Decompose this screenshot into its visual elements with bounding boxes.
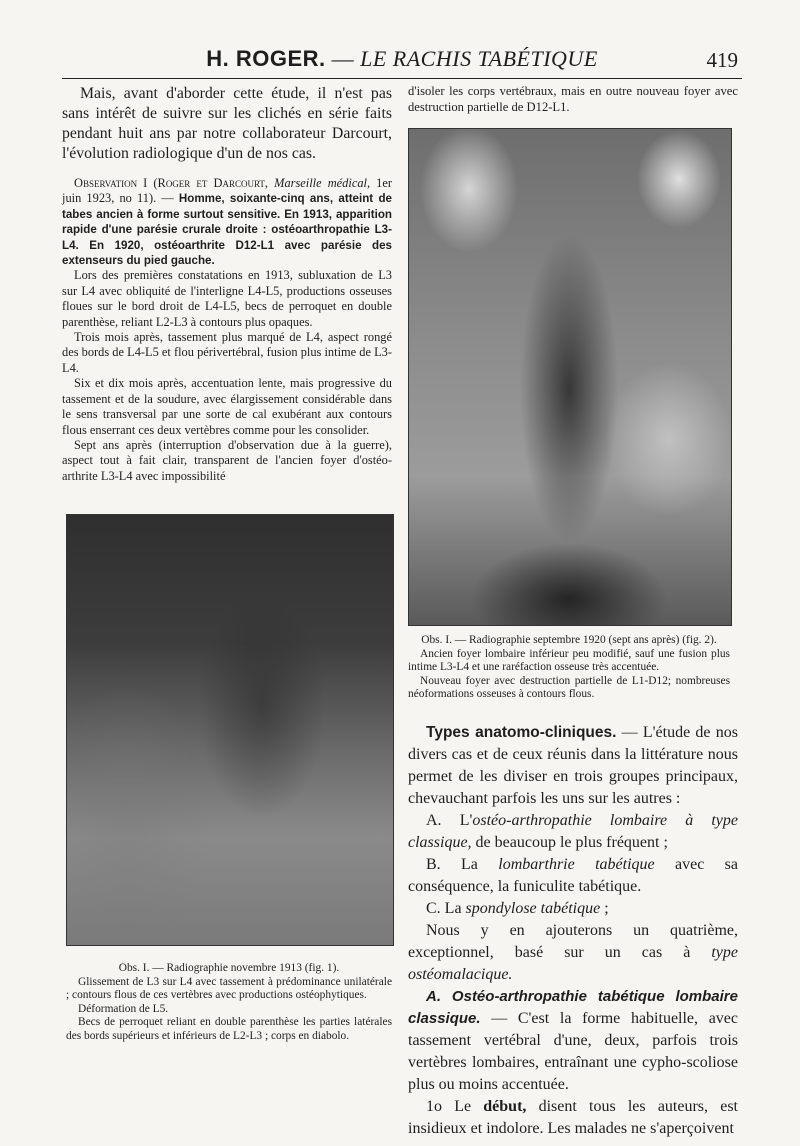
caption-title: Obs. I. — Radiographie septembre 1920 (sept ans après) (fig. 2). [421,634,717,646]
observation-paragraph: Sept ans après (interruption d'observation due à la guerre), aspect tout à fait clair, transparent de l'ancien foyer d'ostéo-arthrite L3-L4 avec impossibilité [62,437,392,483]
observation-summary: Homme, soixante-cinq ans, atteint de tabes ancien à forme surtout sensitive. En 1913, apparition rapide d'une parésie crurale droite : ostéoarthropathie L3-L4. En 1920, ostéoarthrite D12-L1 avec parésie des extenseurs du pied gauche. [62,192,392,268]
debut-paragraph: 1o Le début, disent tous les auteurs, est insidieux et indolore. Les malades ne s'aperçoivent [408,1098,739,1137]
caption-line: Déformation de L5. [78,1002,169,1015]
radiograph-figure-2 [408,128,732,626]
caption-line: Nouveau foyer avec destruction partielle de L1-D12; nombreuses néoformations osseuses à contours flous. [408,674,730,701]
figure-2-caption [408,634,730,702]
header-author: H. ROGER. [206,46,326,71]
observation-paragraph: Trois mois après, tassement plus marqué de L4, aspect rongé des bords de L4-L5 et flou périvertébral, fusion plus intime de L3-L4. [62,330,392,375]
types-paragraph: Types anatomo-cliniques. — L'étude de nos divers cas et de ceux réunis dans la littérature nous permet de les diviser en trois groupes principaux, chevauchant parfois les uns sur les autres : [408,724,738,807]
observation-paragraph: Lors des premières constatations en 1913, subluxation de L3 sur L4 avec obliquité de l'interligne L4-L5, productions osseuses floues sur le bord droit de L4-L5, becs de perroquet en double parenthèse, reliant L2-L3 à contours plus opaques. [62,268,392,329]
fourth-type-paragraph: Nous y en ajouterons un quatrième, exceptionnel, basé sur un cas à type ostéomalacique. [408,922,738,983]
observation-paragraph: Six et dix mois après, accentuation lente, mais progressive du tassement et de la soudure, avec élargissement considérable dans le sens transversal par une sorte de cal exubérant aux contours flous enserrant ces deux vertèbres comme pour les consolider. [62,376,392,437]
type-b-item: B. La lombarthrie tabétique avec sa conséquence, la funiculite tabétique. [408,856,739,895]
radiograph-figure-1 [66,514,394,946]
section-a-paragraph: A. Ostéo-arthropathie tabétique lombaire classique. — C'est la forme habituelle, avec tassement vertébral d'une, deux, parfois trois vertèbres lombaires, entraînant une cypho-scoliose plus ou moins accentuée. [408,988,738,1093]
left-column [62,84,392,484]
caption-line: Becs de perroquet reliant en double parenthèse les parties latérales des bords supérieurs et inférieurs de L2-L3 ; corps en diabolo. [66,1016,392,1042]
caption-line: Glissement de L3 sur L4 avec tassement à prédominance unilatérale ; contours flous de ces vertèbres avec productions ostéophytiques. [66,975,392,1002]
running-header [62,44,742,79]
continued-text: d'isoler les corps vertébraux, mais en outre nouveau foyer avec destruction partielle de D12-L1. [408,84,738,114]
header-journal-title: LE RACHIS TABÉTIQUE [360,46,598,71]
right-column-body [408,722,738,1140]
header-title: H. ROGER. — LE RACHIS TABÉTIQUE [206,46,598,71]
figure-1-caption [66,962,392,1044]
caption-line: Ancien foyer lombaire inférieur peu modifié, sauf une fusion plus intime L3-L4 et une raréfaction osseuse très accentuée. [408,647,730,674]
type-c-item: C. La spondylose tabétique ; [426,900,609,917]
right-column-top [408,84,738,115]
section-heading: A. Ostéo-arthropathie tabétique lombaire classique. [408,988,738,1027]
section-heading: Types anatomo-cliniques. [426,724,617,741]
type-a-item: A. L'ostéo-arthropathie lombaire à type classique, de beaucoup le plus fréquent ; [408,812,738,851]
page-number: 419 [706,48,738,72]
caption-title: Obs. I. — Radiographie novembre 1913 (fig. 1). [118,962,340,974]
intro-paragraph: Mais, avant d'aborder cette étude, il n'est pas sans intérêt de suivre sur les clichés en série faits pendant huit ans par notre collaborateur Darcourt, l'évolution radiologique d'un de nos cas. [62,85,392,162]
observation-heading: Observation I (Roger et Darcourt, Marseille médical, 1er juin 1923, no 11). — Homme, soixante-cinq ans, atteint de tabes ancien à forme surtout sensitive. En 1913, apparition rapide d'une parésie crurale droite : ostéoarthropathie L3-L4. En 1920, ostéoarthrite D12-L1 avec parésie des extenseurs du pied gauche. [62,176,392,268]
observation-block [62,176,392,484]
